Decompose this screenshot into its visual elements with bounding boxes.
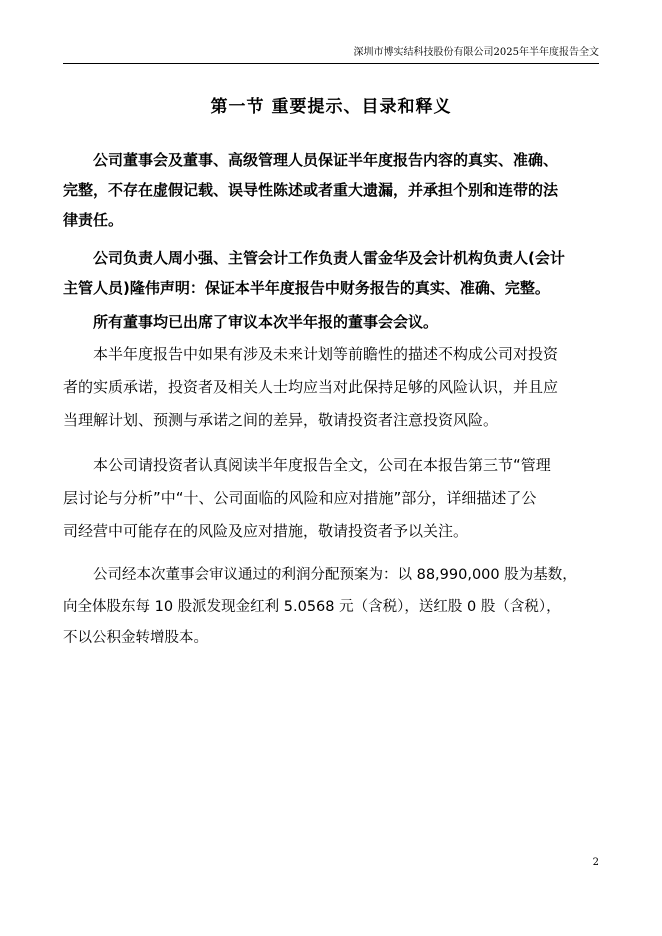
paragraph-board-guarantee-line-2: 完整，不存在虚假记载、误导性陈述或者重大遗漏，并承担个别和连带的法 bbox=[63, 181, 559, 199]
section-title: 第一节 重要提示、目录和释义 bbox=[210, 97, 452, 117]
paragraph-directors-attendance: 所有董事均已出席了审议本次半年报的董事会会议。 bbox=[93, 313, 439, 331]
paragraph-forward-looking-line-2: 者的实质承诺，投资者及相关人士均应当对此保持足够的风险认识，并且应 bbox=[63, 378, 559, 396]
paragraph-profit-distribution-line-3: 不以公积金转增股本。 bbox=[63, 630, 208, 646]
paragraph-forward-looking-line-3: 当理解计划、预测与承诺之间的差异，敬请投资者注意投资风险。 bbox=[63, 411, 499, 429]
page-number: 2 bbox=[592, 857, 599, 868]
paragraph-profit-distribution-line-1: 公司经本次董事会审议通过的利润分配预案为：以 88,990,000 股为基数， bbox=[93, 567, 577, 583]
paragraph-forward-looking-line-1: 本半年度报告中如果有涉及未来计划等前瞻性的描述不构成公司对投资 bbox=[93, 345, 559, 363]
paragraph-responsible-persons-line-1: 公司负责人周小强、主管会计工作负责人雷金华及会计机构负责人(会计 bbox=[93, 249, 565, 267]
paragraph-board-guarantee-line-3: 律责任。 bbox=[63, 211, 124, 229]
paragraph-board-guarantee-line-1: 公司董事会及董事、高级管理人员保证半年度报告内容的真实、准确、 bbox=[93, 151, 559, 169]
paragraph-profit-distribution-line-2: 向全体股东每 10 股派发现金红利 5.0568 元（含税），送红股 0 股（含税）， bbox=[63, 599, 561, 615]
header-divider bbox=[63, 63, 599, 64]
paragraph-risk-reference-line-2: 层讨论与分析”中“十、公司面临的风险和应对措施”部分，详细描述了公 bbox=[63, 489, 537, 507]
report-header-title: 深圳市博实结科技股份有限公司2025年半年度报告全文 bbox=[353, 47, 599, 58]
paragraph-risk-reference-line-1: 本公司请投资者认真阅读半年度报告全文，公司在本报告第三节“管理 bbox=[93, 456, 551, 474]
paragraph-responsible-persons-line-2: 主管人员)隆伟声明：保证本半年度报告中财务报告的真实、准确、完整。 bbox=[63, 279, 550, 297]
paragraph-risk-reference-line-3: 司经营中可能存在的风险及应对措施，敬请投资者予以关注。 bbox=[63, 522, 469, 540]
